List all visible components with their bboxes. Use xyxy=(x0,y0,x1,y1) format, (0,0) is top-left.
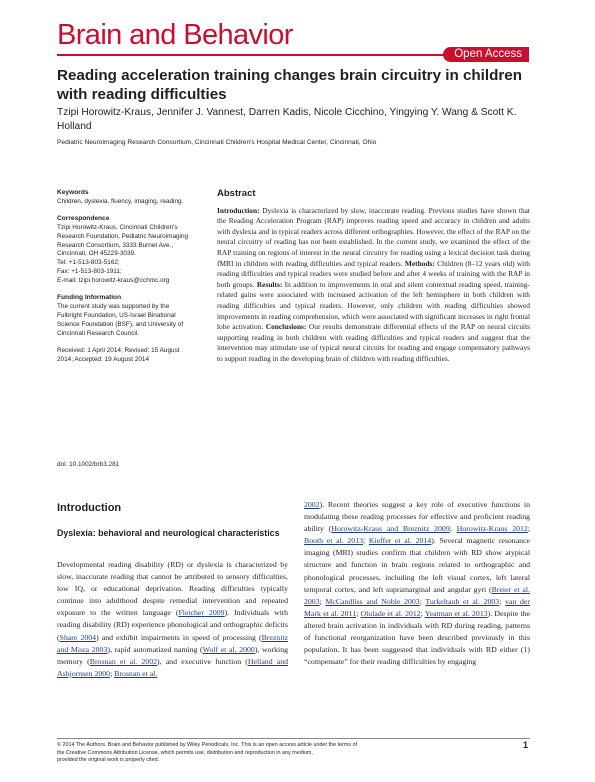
citation-link[interactable]: Brosnan et al. xyxy=(114,668,158,678)
open-access-badge[interactable]: Open Access xyxy=(443,47,529,62)
body-text: ; xyxy=(527,524,530,534)
abstract-intro: Dyslexia is characterized by slow, inaccurate reading. Previous studies have shown that the Reading Acceleration Program (RAP) improves reading speed and accuracy in children and adults with dyslexia and in typical readers across different orthographies. However, the effect of the RAP on the neural circuitry of reading has not been established. In the current study, we examined the effect of the RAP training on regions of interest in the neural circuitry for reading using a lexical decision task during fMRI in children with reading difficulties and typical readers. xyxy=(217,205,530,268)
body-text: ; xyxy=(356,608,361,618)
body-column-left xyxy=(57,559,288,680)
body-text: ; xyxy=(319,596,326,606)
funding-line: Cincinnati Research Council. xyxy=(57,329,140,337)
citation-link[interactable]: 2002 xyxy=(304,500,320,509)
abstract-methods: Children (8–12 years old) with reading difficulties and typical readers were studied before and after 4 weeks of training with the RAP in both groups. xyxy=(217,258,530,289)
abstract-label: Conclusions: xyxy=(265,322,307,332)
correspondence-heading: Correspondence xyxy=(57,214,110,222)
correspondence-line: Cincinnati, OH 45229-3039. xyxy=(57,250,136,258)
correspondence-email[interactable]: E-mail: tzipi.horowitz-kraus@cchmc.org xyxy=(57,277,170,285)
abstract-results: In addition to improvements in oral and silent contextual reading speed, training-related gains were associated with increased activation of the left hemisphere in both children with reading difficulties and typical readers. However, only children with reading difficulties showed improvements in reading comprehension, which were associated with significant increases in right frontal lobe activation. xyxy=(217,279,530,332)
body-text: ). Several magnetic resonance imaging (MRI) studies confirm that children with RD show atypical structure and function in brain regions related to orthographic and phonological processes, including the left visual cortex, left lateral temporal cortex, and left supramarginal and angular gyri ( xyxy=(304,536,530,594)
body-text: ; xyxy=(449,524,457,534)
citation-link[interactable]: Fletcher 2009 xyxy=(178,608,225,618)
doi[interactable]: doi: 10.1002/brb3.281 xyxy=(57,461,120,468)
body-text: ; xyxy=(499,596,506,606)
citation-link[interactable]: Helland and Asbjornsen 2000 xyxy=(57,656,289,678)
correspondence-line: Research Foundation, Pediatric Neuroimaging xyxy=(57,232,189,240)
body-text: ; xyxy=(420,608,425,618)
body-text: ; xyxy=(363,536,369,546)
dates-block xyxy=(57,347,207,365)
abstract-text xyxy=(217,206,530,365)
funding-line: The current study was supported by the xyxy=(57,302,170,310)
funding-heading: Funding Information xyxy=(57,294,122,302)
correspondence-line: Research Consortium, 3333 Burnet Ave., xyxy=(57,241,174,249)
footer-line: © 2014 The Authors. Brain and Behavior published by Wiley Periodicals, Inc. This is an open access article under the terms of xyxy=(57,742,358,748)
page-number: 1 xyxy=(523,740,529,750)
abstract-label: Results: xyxy=(256,279,283,289)
body-column-right xyxy=(304,499,530,668)
license-footer xyxy=(57,742,457,765)
body-text: ), working memory ( xyxy=(57,644,289,666)
body-text: ), rapid automatized naming ( xyxy=(107,644,203,654)
citation-link[interactable]: Turkeltaub et al. 2003 xyxy=(425,596,500,606)
citation-link[interactable]: van der Mark et al. 2011 xyxy=(304,596,530,618)
abstract xyxy=(217,189,530,365)
keywords-block xyxy=(57,189,207,207)
body-text: Developmental reading disability (RD) or dyslexia is characterized by slow, inaccurate reading that cannot be attributed to sensory difficulties, low IQ, or educational deprivation. Reading difficulties typically continue into adulthood despite remedial intervention and repeated exposure to the written language ( xyxy=(57,560,288,618)
citation-link[interactable]: Breznitz and Misra 2003 xyxy=(57,632,288,654)
abstract-conclusions: Our results demonstrate differential effects of the RAP on neural circuits supporting reading in both children with reading difficulties and typical readers and suggest that the intervention may stimulate use of typical neural circuits for reading and engage compensatory pathways to support reading in the developing brain of children with reading difficulties. xyxy=(217,322,530,363)
correspondence-line: Tzipi Horowitz-Kraus, Cincinnati Children's xyxy=(57,223,178,231)
body-text: ). Recent theories suggest a key role of executive functions in modulating these reading processes for effective and proficient reading ability ( xyxy=(304,500,530,534)
citation-link[interactable]: Horowitz-Kraus 2012 xyxy=(456,524,528,534)
funding-block xyxy=(57,294,207,339)
citation-link[interactable]: Booth et al. 2013 xyxy=(304,536,363,546)
abstract-heading: Abstract xyxy=(217,188,256,199)
dates-line: Received: 1 April 2014; Revised: 15 August xyxy=(57,346,180,354)
footer-rule xyxy=(57,738,530,739)
body-text: ), and executive function ( xyxy=(157,656,248,666)
journal-title: Brain and Behavior xyxy=(57,19,293,51)
subsection-heading: Dyslexia: behavioral and neurological characteristics xyxy=(57,528,280,538)
body-text: ). Despite the altered brain activation in individuals with RD during reading, patterns of functional reorganization have been described previously in this population. It has been suggested that individuals with RD either (1) “compensate” for their reading difficulties by engaging xyxy=(304,608,530,667)
body-text: ; xyxy=(110,668,115,678)
citation-link[interactable]: Olulade et al. 2012 xyxy=(360,608,421,618)
affiliation: Pediatric Neuroimaging Research Consortium, Cincinnati Children's Hospital Medical Center, Cincinnati, Ohio xyxy=(57,139,377,146)
article-info-sidebar xyxy=(57,189,207,372)
correspondence-line: Fax: +1-513-803-1911; xyxy=(57,268,122,276)
keywords-text: Children, dyslexia, fluency, imaging, reading. xyxy=(57,197,184,205)
correspondence-block xyxy=(57,215,207,286)
citation-link[interactable]: Wolf et al. 2000 xyxy=(202,644,255,654)
abstract-label: Introduction: xyxy=(217,205,260,215)
article-title: Reading acceleration training changes brain circuitry in children with reading difficulties xyxy=(57,67,523,103)
funding-line: Fulbright Foundation, US-Israel Binational xyxy=(57,311,176,319)
author-list: Tzipi Horowitz-Kraus, Jennifer J. Vannest, Darren Kadis, Nicole Cicchino, Yingying Y. Wang & Scott K. Holland xyxy=(57,107,517,132)
footer-line: provided the original work is properly cited. xyxy=(57,757,160,764)
funding-line: Science Foundation (BSF), and University of xyxy=(57,320,184,328)
body-text: ). Individuals with reading disability (RD) experience phonological and orthographic deficits ( xyxy=(57,608,289,642)
body-text: ) and exhibit impairments in speed of processing ( xyxy=(96,632,262,642)
citation-link[interactable]: Breier et al. 2003 xyxy=(304,584,530,606)
citation-link[interactable]: McCandliss and Noble 2003 xyxy=(325,596,420,606)
citation-link[interactable]: Brosnan et al. 2002 xyxy=(89,656,158,666)
section-heading: Introduction xyxy=(57,502,122,514)
citation-link[interactable]: Kieffer et al. 2014 xyxy=(368,536,432,546)
citation-link[interactable]: Share 2004 xyxy=(59,632,97,642)
citation-link[interactable]: Yeatman et al. 2013 xyxy=(424,608,488,618)
abstract-label: Methods: xyxy=(404,258,435,268)
footer-line: the Creative Commons Attribution License, which permits use, distribution and reproduction in any medium, xyxy=(57,749,313,756)
keywords-heading: Keywords xyxy=(57,189,89,196)
body-text: ; xyxy=(419,596,426,606)
correspondence-line: Tel: +1-513-803-5162; xyxy=(57,259,120,267)
citation-link[interactable]: Horowitz-Kraus and Breznitz 2009 xyxy=(331,524,450,534)
dates-line: 2014; Accepted: 19 August 2014 xyxy=(57,355,150,363)
